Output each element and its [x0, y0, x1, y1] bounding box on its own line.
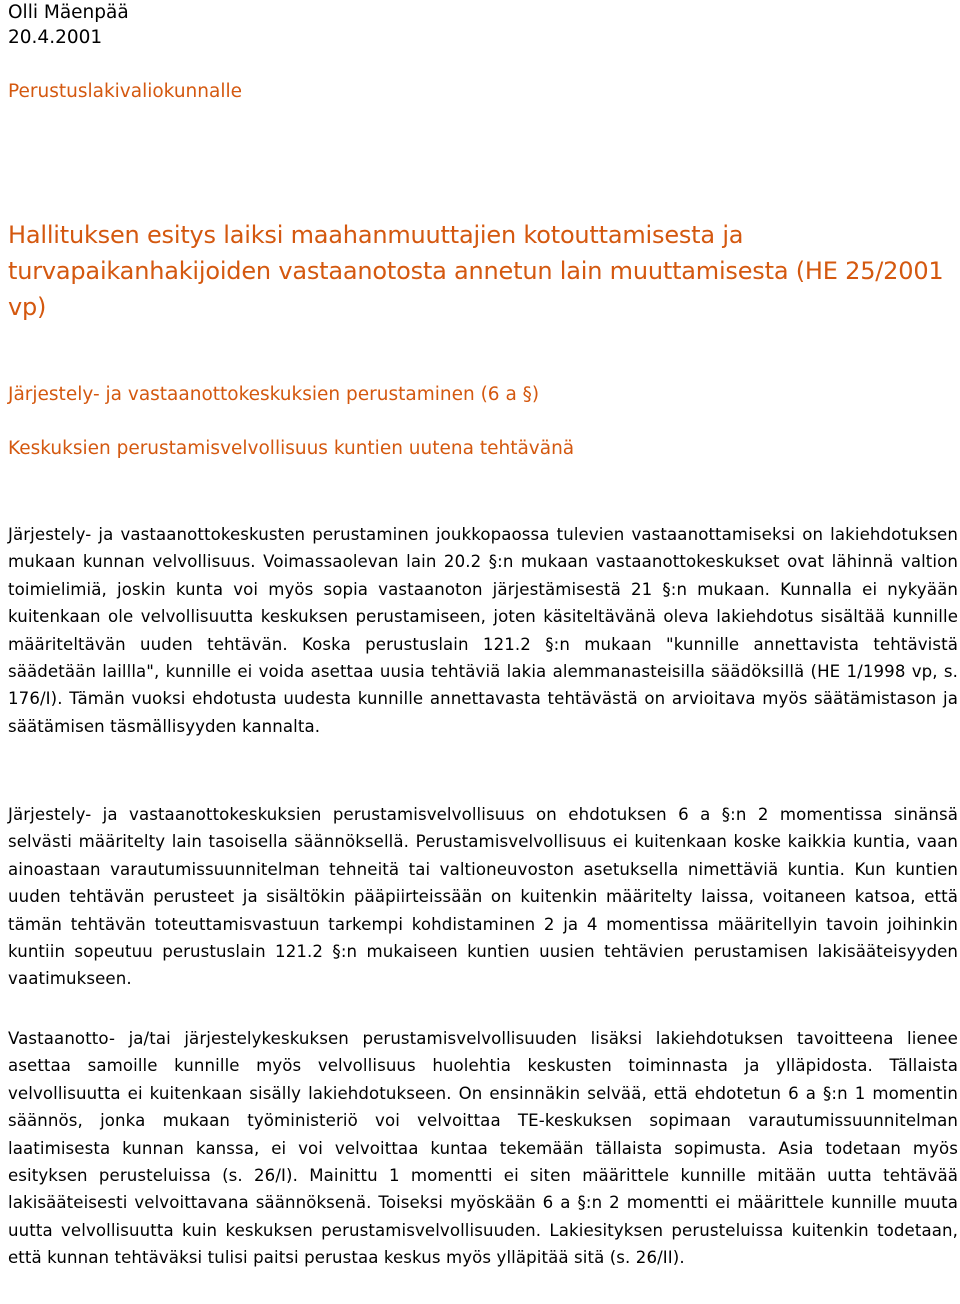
- subsection-heading: Keskuksien perustamisvelvollisuus kuntien uutena tehtävänä: [8, 438, 575, 459]
- document-date: 20.4.2001: [8, 27, 103, 48]
- section-heading: Järjestely- ja vastaanottokeskuksien perustaminen (6 a §): [8, 384, 540, 405]
- author-name: Olli Mäenpää: [8, 2, 129, 23]
- body-paragraph-1: Järjestely- ja vastaanottokeskusten perustaminen joukkopaossa tulevien vastaanottamiseksi on lakiehdotuksen mukaan kunnan velvollisuus. Voimassaolevan lain 20.2 §:n mukaan vastaanottokeskukset ovat lähinnä valtion toimielimiä, joskin kunta voi myös sopia vastaanoton järjestämisestä 21 §:n mukaan. Kunnalla ei nykyään kuitenkaan ole velvollisuutta keskuksen perustamiseen, joten käsiteltävänä oleva lakiehdotus sisältää kunnille määriteltävän uuden tehtävän. Koska perustuslain 121.2 §:n mukaan "kunnille annettavista tehtävistä säädetään laillla", kunnille ei voida asettaa uusia tehtäviä lakia alemmanasteisilla säädöksillä (HE 1/1998 vp, s. 176/I). Tämän vuoksi ehdotusta uudesta kunnille annettavasta tehtävästä on arvioitava myös säätämistason ja säätämisen täsmällisyyden kannalta.: [8, 525, 958, 736]
- document-title: Hallituksen esitys laiksi maahanmuuttajien kotouttamisesta ja turvapaikanhakijoiden vastaanotosta annetun lain muuttamisesta (HE 25/2001 vp): [8, 221, 944, 321]
- body-paragraph-2: Järjestely- ja vastaanottokeskuksien perustamisvelvollisuus on ehdotuksen 6 a §:n 2 momentissa sinänsä selvästi määritelty lain tasoisella säännöksellä. Perustamisvelvollisuus ei kuitenkaan koske kaikkia kuntia, vaan ainoastaan varautumissuunnitelman tehneitä tai valtioneuvoston asetuksella nimettäviä kuntia. Kun kuntien uuden tehtävän perusteet ja sisältökin pääpiirteissään on kuitenkin määritelty laissa, voitaneen katsoa, että tämän tehtävän toteuttamisvastuun tarkempi kohdistaminen 2 ja 4 momentissa määritellyin tavoin joihinkin kuntiin sopeutuu perustuslain 121.2 §:n mukaiseen kuntien uusien tehtävien perustamisen lakisääteisyyden vaatimukseen.: [8, 805, 958, 989]
- addressee: Perustuslakivaliokunnalle: [8, 81, 242, 102]
- body-paragraph-3: Vastaanotto- ja/tai järjestelykeskuksen perustamisvelvollisuuden lisäksi lakiehdotuksen tavoitteena lienee asettaa samoille kunnille myös velvollisuus huolehtia keskusten toiminnasta ja ylläpidosta. Tällaista velvollisuutta ei kuitenkaan sisälly lakiehdotukseen. On ensinnäkin selvää, että ehdotetun 6 a §:n 1 momentin säännös, jonka mukaan työministeriö voi velvoittaa TE-keskuksen sopimaan varautumissuunnitelman laatimisesta kunnan kanssa, ei voi velvoittaa kuntaa tekemään tällaista sopimusta. Asia todetaan myös esityksen perusteluissa (s. 26/I). Mainittu 1 momentti ei siten määrittele kunnille mitään uutta tehtävää lakisääteisesti velvoittavana säännöksenä. Toiseksi myöskään 6 a §:n 2 momentti ei määrittele kunnille muuta uutta velvollisuutta kuin keskuksen perustamisvelvollisuuden. Lakiesityksen perusteluissa kuitenkin todetaan, että kunnan tehtäväksi tulisi paitsi perustaa keskus myös ylläpitää sitä (s. 26/II).: [8, 1029, 958, 1268]
- document-header: [8, 0, 129, 50]
